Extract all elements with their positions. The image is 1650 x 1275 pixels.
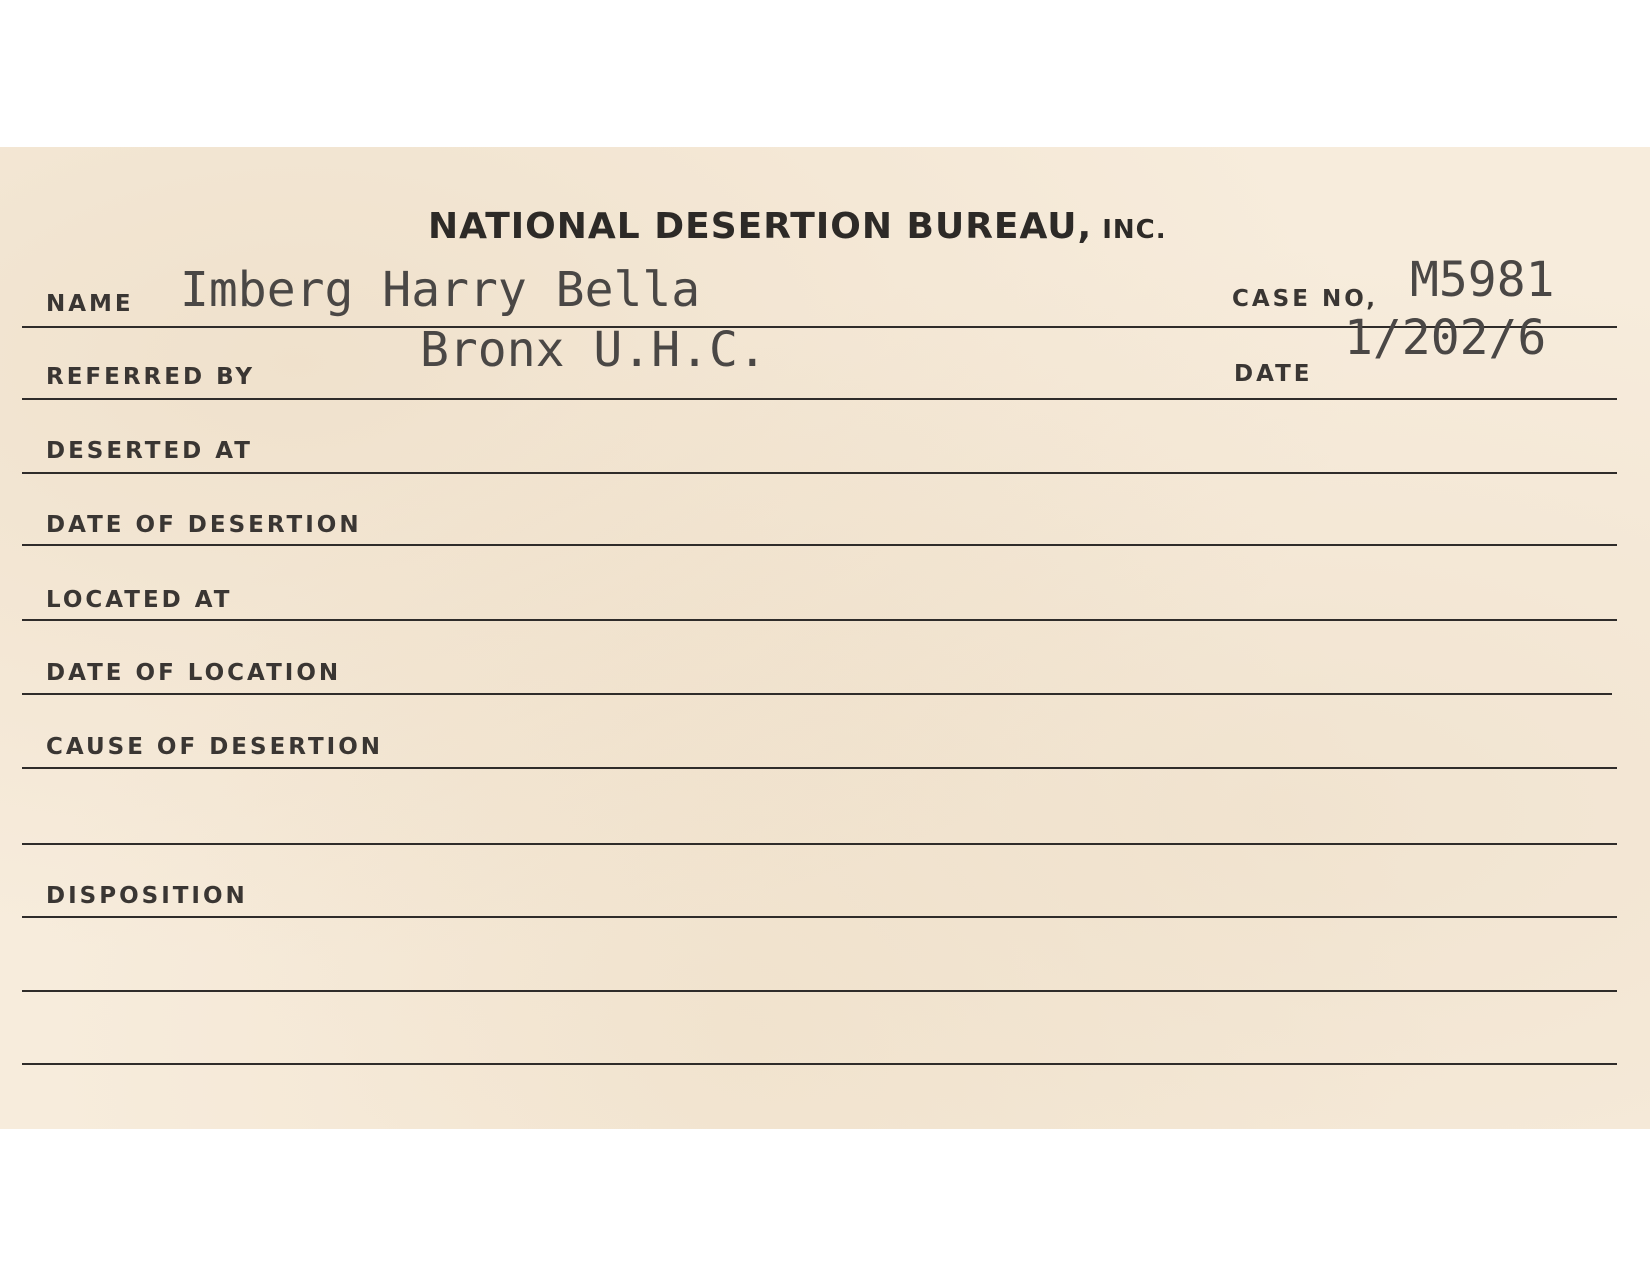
- located-at-label: LOCATED AT: [46, 587, 233, 613]
- cause-of-desertion-label: CAUSE OF DESERTION: [46, 734, 384, 760]
- disposition-continuation-line-2: [22, 1063, 1617, 1065]
- case-no-value: M5981: [1410, 252, 1555, 308]
- deserted-at-label: DESERTED AT: [46, 438, 253, 464]
- name-value: Imberg Harry Bella: [180, 262, 701, 318]
- referred-by-label: REFERRED BY: [46, 364, 256, 390]
- name-label: NAME: [46, 291, 134, 317]
- cause-of-desertion-line: [22, 767, 1617, 769]
- date-of-location-line: [22, 693, 1612, 695]
- located-at-line: [22, 619, 1617, 621]
- disposition-line: [22, 916, 1617, 918]
- cause-continuation-line: [22, 843, 1617, 845]
- date-of-desertion-line: [22, 544, 1617, 546]
- date-of-desertion-label: DATE OF DESERTION: [46, 512, 362, 538]
- referred-by-line: [22, 398, 1617, 400]
- bureau-suffix: INC.: [1102, 215, 1167, 245]
- case-no-label: CASE NO,: [1232, 286, 1378, 312]
- deserted-at-line: [22, 472, 1617, 474]
- date-value: 1/202/6: [1344, 310, 1547, 366]
- card-title: [428, 206, 1167, 247]
- disposition-label: DISPOSITION: [46, 883, 248, 909]
- date-label: DATE: [1234, 361, 1313, 387]
- referred-by-value: Bronx U.H.C.: [420, 322, 767, 378]
- bureau-name: NATIONAL DESERTION BUREAU,: [428, 206, 1093, 247]
- date-of-location-label: DATE OF LOCATION: [46, 660, 342, 686]
- disposition-continuation-line-1: [22, 990, 1617, 992]
